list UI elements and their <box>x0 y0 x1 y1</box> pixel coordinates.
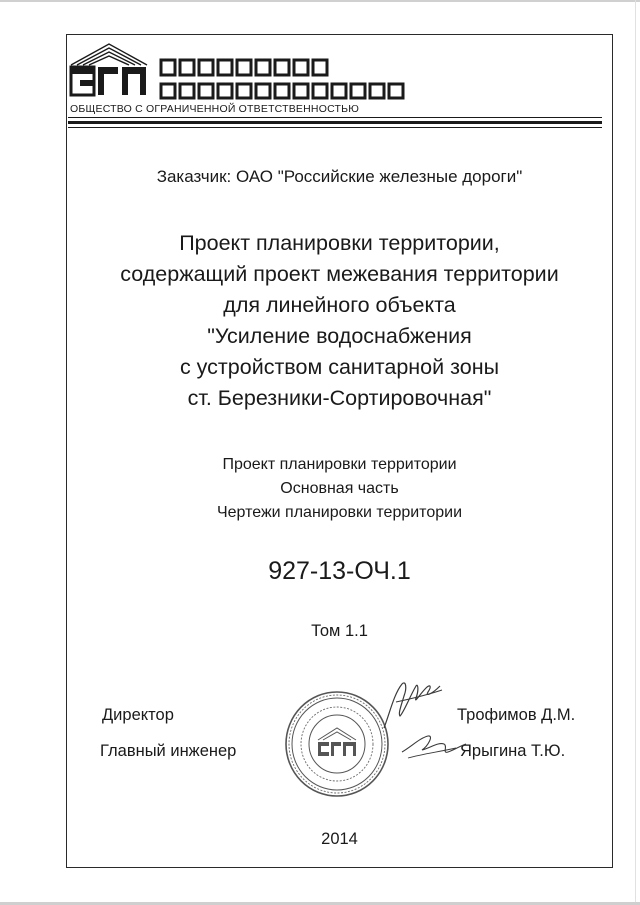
company-name-line2 <box>161 84 403 98</box>
logo-mark <box>71 67 146 95</box>
section-line: Чертежи планировки территории <box>216 504 462 521</box>
section-line: Проект планировки территории <box>222 456 457 473</box>
house-roof-icon <box>71 44 147 65</box>
volume-label: Том 1.1 <box>311 622 368 640</box>
section-description <box>66 453 613 525</box>
title-line: с устройством санитарной зоны <box>179 355 500 379</box>
title-line: для линейного объекта <box>223 293 456 317</box>
project-title <box>66 228 613 414</box>
title-line: Проект планировки территории, <box>179 231 500 255</box>
document-code: 927-13-ОЧ.1 <box>268 557 411 585</box>
stamp-house-roof-icon <box>318 728 356 740</box>
title-line: содержащий проект межевания территории <box>120 262 559 286</box>
company-name-line1 <box>161 60 327 75</box>
chief-engineer-role: Главный инженер <box>100 742 237 760</box>
chief-engineer-name: Ярыгина Т.Ю. <box>460 742 566 760</box>
title-line: "Усиление водоснабжения <box>207 324 472 348</box>
customer-line: Заказчик: ОАО "Российские железные дороги" <box>156 167 523 186</box>
stamp-logo-mark <box>318 742 356 756</box>
header-rule-thin <box>68 117 602 118</box>
page-right-edge <box>635 0 636 905</box>
page-top-edge <box>0 0 640 2</box>
section-line: Основная часть <box>280 480 399 497</box>
director-role: Директор <box>102 706 174 724</box>
header-rule-thin-2 <box>68 127 602 128</box>
director-signature <box>376 672 446 734</box>
company-subtitle: ОБЩЕСТВО С ОГРАНИЧЕННОЙ ОТВЕТСТВЕННОСТЬЮ <box>70 103 360 115</box>
header-rule-thick <box>68 121 602 124</box>
title-line: ст. Березники-Сортировочная" <box>187 386 492 410</box>
director-name: Трофимов Д.М. <box>457 706 576 724</box>
chief-engineer-signature <box>398 728 468 764</box>
document-year: 2014 <box>321 830 358 848</box>
